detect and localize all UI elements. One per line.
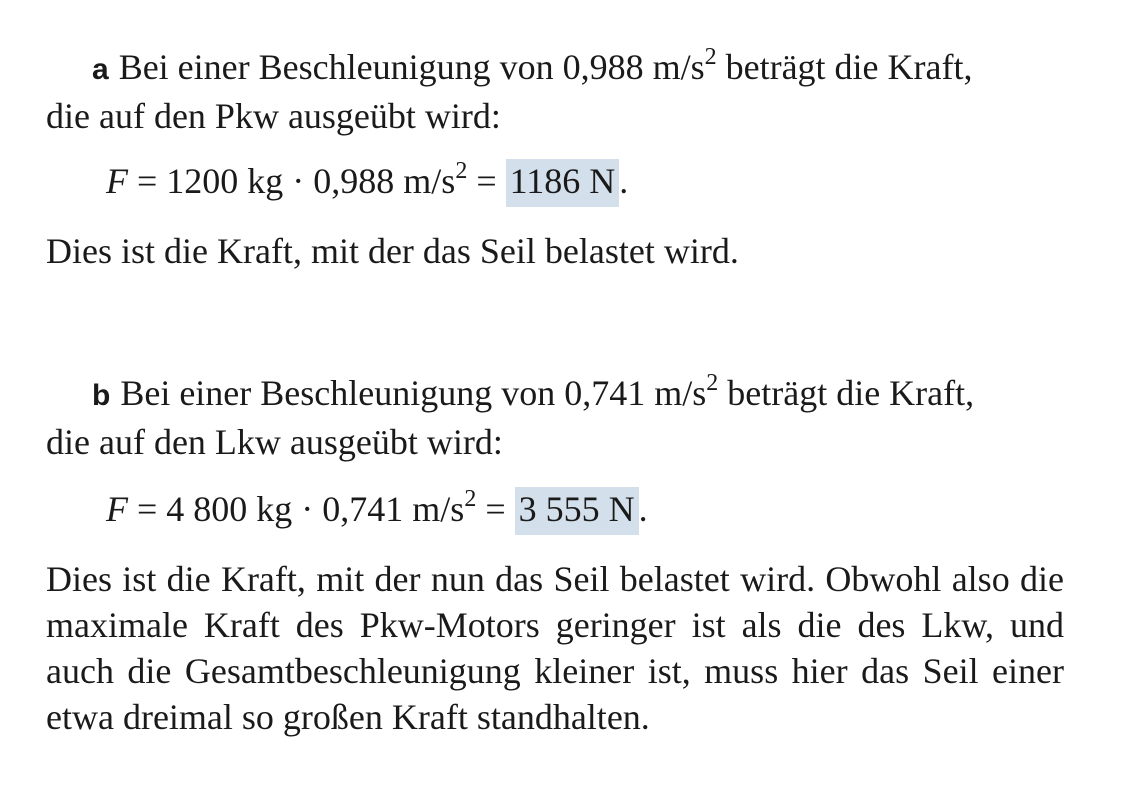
part-a-intro-line2: die auf den Pkw ausgeübt wird:	[46, 96, 501, 136]
part-b-label: b	[92, 379, 111, 412]
part-b-intro-line1: b Bei einer Beschleunigung von 0,741 $m/s^2$ beträgt die Kraft,	[92, 370, 975, 413]
force-variable: F	[106, 161, 128, 201]
part-a-label: a	[92, 53, 109, 86]
part-a-intro	[46, 44, 1064, 139]
part-b-formula: F = 4 800 kg · 0,741 $m/s^2 = 3$ 555 N .	[46, 486, 1123, 532]
part-b-intro-line2: die auf den Lkw ausgeübt wird:	[46, 422, 503, 462]
part-a-result-highlight: 1186 N	[506, 159, 620, 207]
part-b-result-highlight: 3 555 N	[515, 487, 639, 535]
part-b-intro	[46, 370, 1064, 465]
force-variable: F	[106, 489, 128, 529]
part-b-conclusion: Dies ist die Kraft, mit der nun das Seil belastet wird. Obwohl also die maximale Kraft des Pkw-Motors geringer ist als die des Lkw, und auch die Gesamtbeschleunigung kleiner ist, muss hier das Seil einer etwa dreimal so großen Kraft standhalten.	[46, 559, 1064, 737]
part-a-intro-line1: a Bei einer Beschleunigung von 0,988 $m/s^2$ beträgt die Kraft,	[92, 44, 973, 87]
part-a-conclusion: Dies ist die Kraft, mit der das Seil belastet wird.	[46, 231, 739, 271]
part-a-formula: F = 1200 kg · 0,988 $m/s^2 = 1186$ N .	[46, 158, 1123, 204]
